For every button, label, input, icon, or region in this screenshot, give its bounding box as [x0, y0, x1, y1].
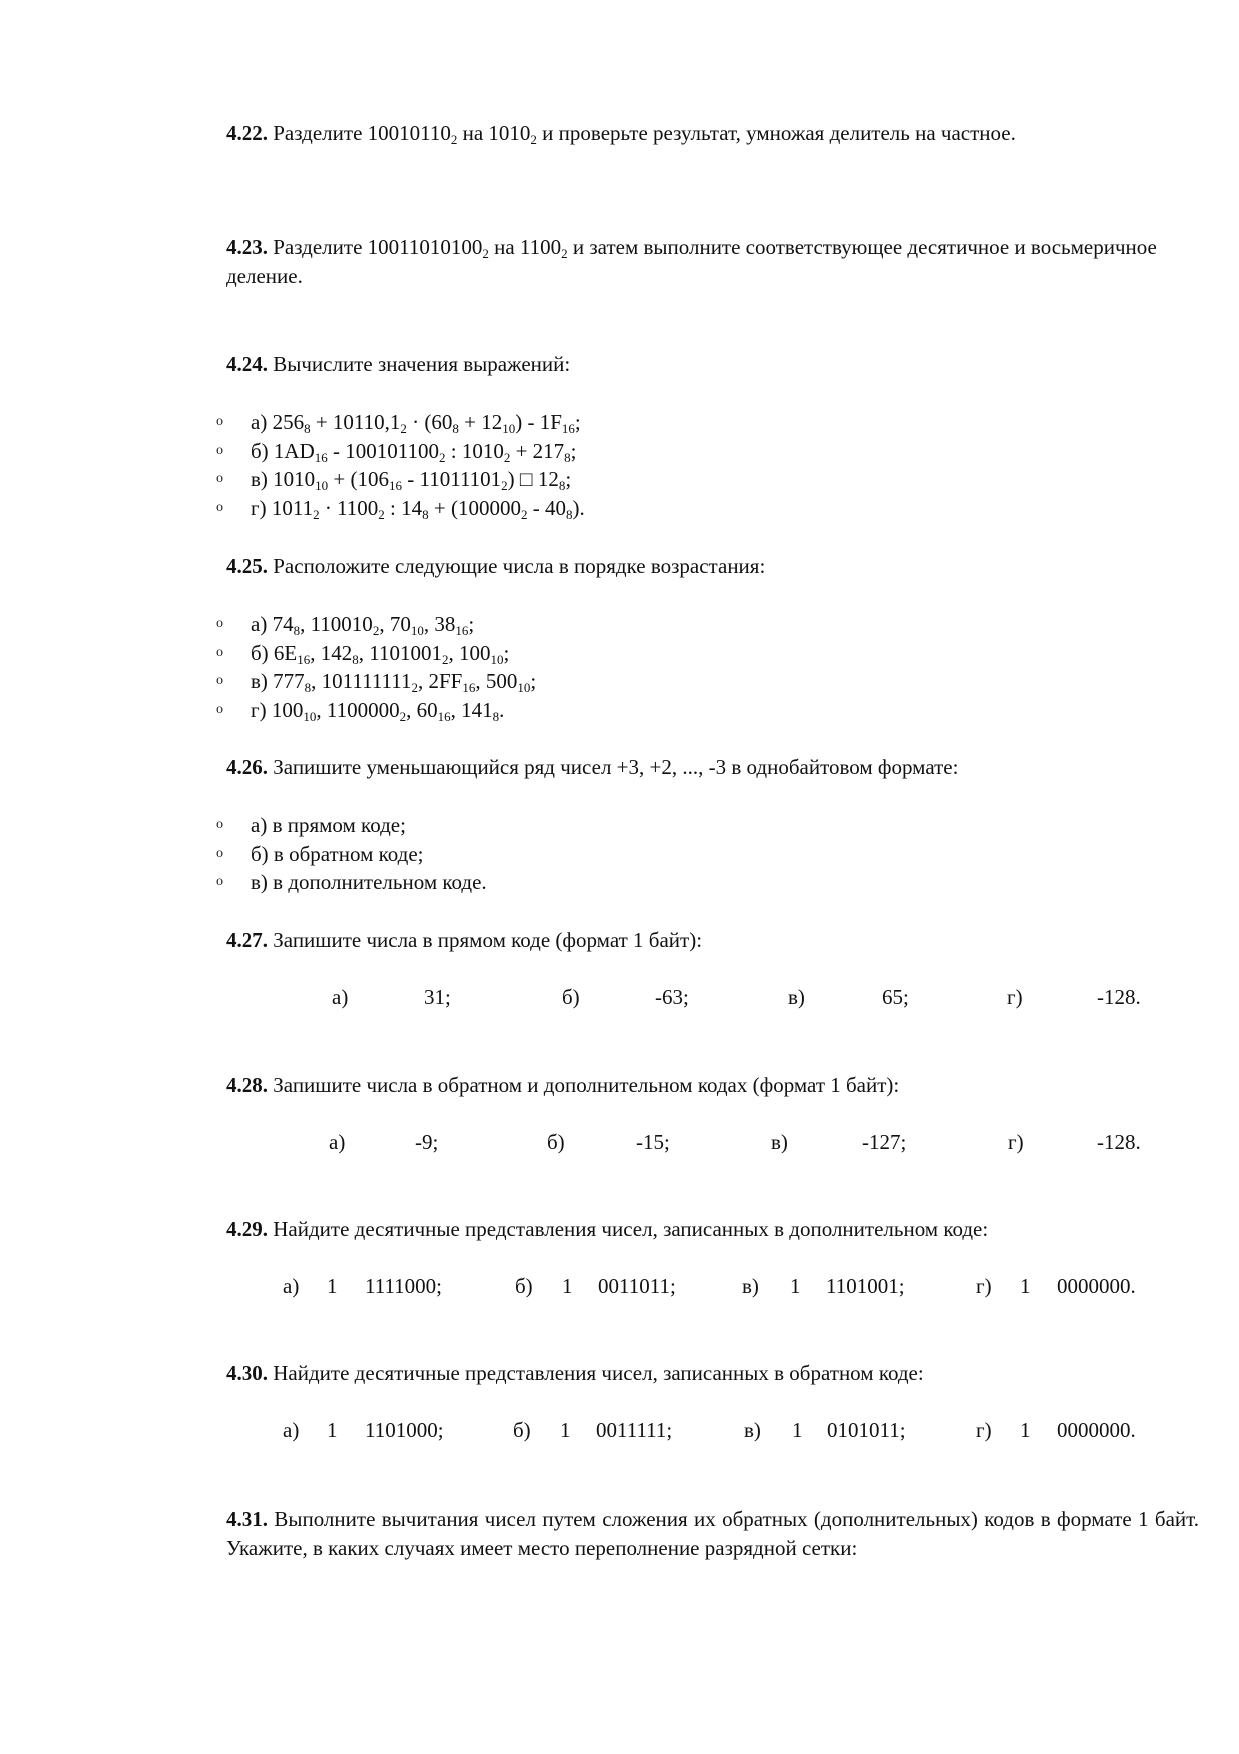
list-4-24: [0, 408, 1239, 522]
problem-text: Разделите $10010110_2$ на $1010_2$ и проверьте результат, умножая делитель на частное.: [273, 121, 1016, 147]
sign-bit: 1: [327, 1418, 338, 1442]
item-label: г): [1007, 985, 1023, 1009]
sign-bit: 1: [327, 1274, 338, 1298]
item-value: 0011111;: [596, 1418, 673, 1442]
problem-4-30: [178, 1359, 1199, 1388]
problem-text: Разделите $10011010100_2$ на $1100_2$ и затем выполните соответствующее десятичное и восьмеричное деление.: [226, 235, 1157, 288]
sign-bit: 1: [790, 1274, 801, 1298]
item-label: г): [976, 1418, 992, 1442]
problem-number: 4.30.: [226, 1361, 268, 1385]
problem-number: 4.29.: [226, 1217, 268, 1241]
answers-4-27: [0, 982, 1239, 1012]
item-value: 0000000.: [1057, 1274, 1136, 1298]
list-item: o в) в дополнительном коде.: [0, 868, 1239, 897]
list-item: o а) $256_8 + 10110,1_2 \cdot (60_8 + 12_{10}) - 1F_{16}$;: [216, 410, 581, 436]
problem-text: Найдите десятичные представления чисел, записанных в обратном коде:: [273, 1361, 924, 1385]
item-value: 1101000;: [365, 1418, 444, 1442]
problem-4-22: [178, 119, 1199, 148]
list-4-26: [0, 811, 1239, 897]
item-label: в): [788, 985, 805, 1009]
bullet-icon: o: [216, 874, 223, 889]
problem-number: 4.27.: [226, 928, 268, 952]
answers-4-30: [0, 1415, 1239, 1445]
item-value: -9;: [415, 1130, 439, 1154]
item-value: 0011011;: [598, 1274, 676, 1298]
item-label: в): [771, 1130, 788, 1154]
item-label: а): [283, 1418, 300, 1442]
item-label: г): [1008, 1130, 1024, 1154]
problem-number: 4.28.: [226, 1073, 268, 1097]
sign-bit: 1: [792, 1418, 803, 1442]
problem-text: Вычислите значения выражений:: [273, 352, 571, 376]
problem-4-25: [178, 552, 1199, 581]
list-item: o а) в прямом коде;: [0, 811, 1239, 840]
item-value: -127;: [862, 1130, 907, 1154]
list-item: o г) $1011_2 \cdot 1100_2$ : $14_8 + (100000_2 - 40_8)$.: [216, 495, 585, 522]
item-label: г): [976, 1274, 992, 1298]
problem-text: Найдите десятичные представления чисел, записанных в дополнительном коде:: [273, 1217, 989, 1241]
problem-number: 4.24.: [226, 352, 268, 376]
item-label: б): [547, 1130, 565, 1154]
problem-4-24: [178, 350, 1199, 379]
problem-number: 4.22.: [226, 121, 268, 145]
problem-text: Расположите следующие числа в порядке возрастания:: [273, 554, 766, 578]
item-value: -128.: [1097, 1130, 1141, 1154]
item-value: 0101011;: [827, 1418, 906, 1442]
problem-4-26: [178, 753, 1199, 782]
list-item: o в) $777_8$, $101111111_2$, $2FF_{16}$, $500_{10}$;: [216, 669, 537, 695]
problem-text: Запишите числа в прямом коде (формат 1 байт):: [273, 928, 703, 952]
problem-text: Выполните вычитания чисел путем сложения их обратных (дополнительных) кодов в формате 1 байт. Укажите, в каких случаях имеет место переполнение разрядной сетки:: [226, 1507, 1200, 1560]
list-item: o а) $74_8$, $110010_2$, $70_{10}$, $38_{16}$;: [216, 612, 475, 638]
answers-4-28: [0, 1127, 1239, 1157]
list-item: o г) $100_{10}$, $1100000_2$, $60_{16}$, $141_8$.: [216, 697, 505, 724]
problem-4-27: [178, 926, 1199, 955]
problem-text: Запишите уменьшающийся ряд чисел +3, +2, ..., -3 в однобайтовом формате:: [273, 755, 959, 779]
item-value: 65;: [882, 985, 909, 1009]
item-label: а): [329, 1130, 346, 1154]
bullet-icon: o: [216, 616, 223, 631]
bullet-icon: o: [216, 673, 223, 688]
problem-number: 4.23.: [226, 235, 268, 259]
item-label: б): [513, 1418, 531, 1442]
sign-bit: 1: [1020, 1274, 1031, 1298]
list-4-25: [0, 610, 1239, 724]
bullet-icon: o: [216, 414, 223, 429]
item-value: 1101001;: [826, 1274, 905, 1298]
answers-4-29: [0, 1271, 1239, 1301]
sign-bit: 1: [562, 1274, 573, 1298]
bullet-icon: o: [216, 442, 223, 458]
item-label: а): [283, 1274, 300, 1298]
list-item: o в) $1010_{10} + (106_{16} - 11011101_2)$ □ $12_8$;: [216, 467, 572, 493]
list-item: o б) $1AD_{16} - 100101100_2$ : $1010_2 + 217_8$;: [216, 438, 577, 465]
item-label: б): [562, 985, 580, 1009]
problem-4-31: [178, 1505, 1199, 1563]
item-label: а): [332, 985, 349, 1009]
bullet-icon: o: [216, 701, 223, 717]
item-value: -63;: [655, 985, 689, 1009]
problem-4-29: [178, 1215, 1199, 1244]
item-value: -128.: [1097, 985, 1141, 1009]
item-value: 1111000;: [365, 1274, 442, 1298]
bullet-icon: o: [216, 471, 223, 486]
item-label: в): [742, 1274, 759, 1298]
sign-bit: 1: [1020, 1418, 1031, 1442]
problem-text: Запишите числа в обратном и дополнительном кодах (формат 1 байт):: [273, 1073, 900, 1097]
item-value: -15;: [636, 1130, 670, 1154]
item-label: б): [515, 1274, 533, 1298]
problem-number: 4.26.: [226, 755, 268, 779]
problem-number: 4.31.: [226, 1507, 268, 1531]
problem-4-23: [178, 233, 1199, 291]
list-item: o б) в обратном коде;: [0, 840, 1239, 869]
item-label: в): [744, 1418, 761, 1442]
item-value: 31;: [424, 985, 451, 1009]
bullet-icon: o: [216, 499, 223, 515]
list-item: o б) $6E_{16}$, $142_8$, $1101001_2$, $100_{10}$;: [216, 640, 510, 667]
item-value: 0000000.: [1057, 1418, 1136, 1442]
bullet-icon: o: [216, 644, 223, 660]
bullet-icon: o: [216, 845, 223, 861]
problem-number: 4.25.: [226, 554, 268, 578]
sign-bit: 1: [560, 1418, 571, 1442]
problem-4-28: [178, 1071, 1199, 1100]
bullet-icon: o: [216, 817, 223, 832]
